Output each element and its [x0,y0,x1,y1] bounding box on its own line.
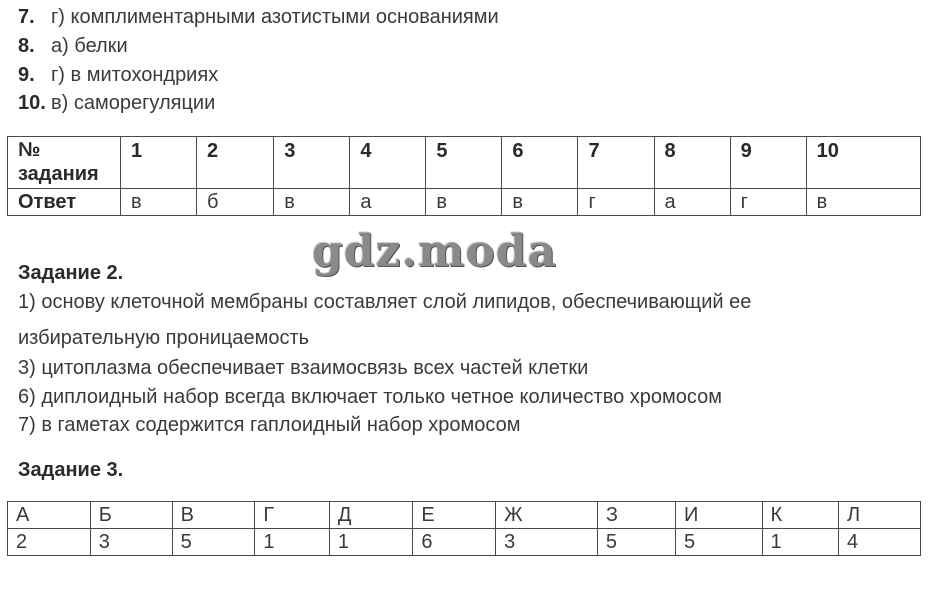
value-cell: 1 [255,529,330,556]
table-answer-row [8,189,921,216]
matching-table [7,501,921,556]
watermark-logo: gdz.moda [312,226,558,277]
value-cell: 6 [413,529,496,556]
value-cell: 5 [172,529,255,556]
answer-line-9 [18,64,218,87]
task2-line: 7) в гаметах содержится гаплоидный набор хромосом [18,414,521,436]
task-number-cell: 7 [578,137,654,189]
task-number-cell: 10 [806,137,920,189]
answer-cell: а [350,189,426,216]
value-cell: 5 [597,529,675,556]
value-cell: 5 [675,529,762,556]
letter-cell: Б [90,502,172,529]
task-number-cell: 4 [350,137,426,189]
answer-row-label: Ответ [8,189,121,216]
header-label-line1: № [18,139,41,161]
letter-cell: А [8,502,91,529]
answer-cell: б [197,189,274,216]
task2-title: Задание 2. [18,262,124,284]
letter-cell: Г [255,502,330,529]
letters-row [8,502,921,529]
task-number-cell: 2 [197,137,274,189]
answer-cell: в [502,189,578,216]
task-number-cell: 9 [730,137,806,189]
answer-text: г) в митохондриях [51,64,219,86]
task-number-cell: 3 [274,137,350,189]
answers-table [7,136,921,216]
answer-cell: г [730,189,806,216]
value-cell: 3 [496,529,598,556]
answer-cell: в [121,189,197,216]
task-number-cell: 8 [654,137,730,189]
values-row [8,529,921,556]
letter-cell: Д [329,502,412,529]
answer-number: 10. [18,92,46,114]
value-cell: 1 [329,529,412,556]
answer-cell: г [578,189,654,216]
task2-line: 3) цитоплазма обеспечивает взаимосвязь всех частей клетки [18,357,589,379]
letter-cell: З [597,502,675,529]
letter-cell: Л [838,502,920,529]
task-number-header [8,137,121,189]
task-number-cell: 6 [502,137,578,189]
answer-cell: в [426,189,502,216]
header-label-line2: задания [18,163,99,185]
answer-cell: в [274,189,350,216]
answer-text: а) белки [51,35,128,57]
answer-line-10 [18,92,215,115]
table-header-row [8,137,921,189]
task2-line: избирательную проницаемость [18,327,310,349]
answer-cell: а [654,189,730,216]
letter-cell: Е [413,502,496,529]
letter-cell: К [762,502,838,529]
value-cell: 4 [838,529,920,556]
value-cell: 2 [8,529,91,556]
letter-cell: И [675,502,762,529]
value-cell: 1 [762,529,838,556]
answer-number: 7. [18,6,35,28]
task3-title: Задание 3. [18,459,124,481]
answer-number: 8. [18,35,35,57]
task-number-cell: 1 [121,137,197,189]
letter-cell: В [172,502,255,529]
answer-line-7 [18,6,499,29]
value-cell: 3 [90,529,172,556]
task-number-cell: 5 [426,137,502,189]
task2-line: 6) диплоидный набор всегда включает только четное количество хромосом [18,386,723,408]
answer-text: г) комплиментарными азотистыми основаниями [51,6,499,28]
letter-cell: Ж [496,502,598,529]
answer-text: в) саморегуляции [51,92,216,114]
answer-cell: в [806,189,920,216]
answer-line-8 [18,35,128,58]
task2-line: 1) основу клеточной мембраны составляет слой липидов, обеспечивающий ее [18,291,752,313]
answer-number: 9. [18,64,35,86]
